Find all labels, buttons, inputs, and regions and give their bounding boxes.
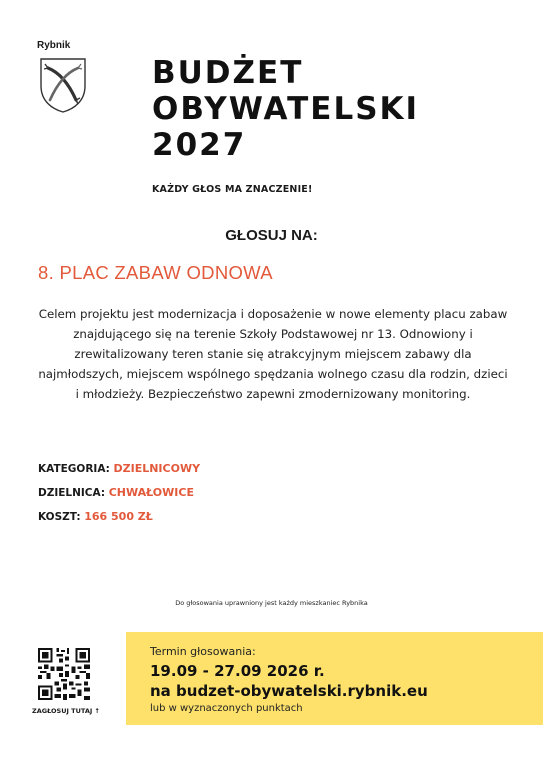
voting-url[interactable]: na budzet-obywatelski.rybnik.eu [150,682,428,700]
voting-dates: 19.09 - 27.09 2026 r. [150,662,325,680]
voting-other-places: lub w wyznaczonych punktach [150,703,303,714]
qr-label: ZAGŁOSUJ TUTAJ ↑ [32,707,100,715]
project-description: Celem projektu jest modernizacja i doposażenie w nowe elementy placu zabaw znajdującego się na terenie Szkoły Podstawowej nr 13. Odnowiony i zrewitalizowany teren stanie się atrakcyjnym miejscem zabawy dla najmłodszych, miejscem wspólnego spędzania wolnego czasu dla rodzin, dzieci i młodzieży. Bezpieczeństwo zapewni zmodernizowany monitoring. [38,307,508,401]
cost-row [38,510,153,523]
district-value: CHWAŁOWICE [108,486,194,499]
voting-term-label: Termin głosowania: [150,645,256,658]
cost-label: KOSZT: [38,511,81,523]
city-name: Rybnik [37,40,71,51]
voting-info-box [126,632,543,725]
title-line-2: OBYWATELSKI [152,91,420,127]
title-line-3: 2027 [152,127,247,163]
category-label: KATEGORIA: [38,463,110,475]
qr-code-icon[interactable] [38,648,90,700]
category-row [38,462,200,475]
district-row [38,486,194,499]
tagline: KAŻDY GŁOS MA ZNACZENIE! [152,184,313,195]
cost-value: 166 500 ZŁ [84,510,153,523]
rybnik-crest-icon [38,56,88,114]
district-label: DZIELNICA: [38,487,106,499]
eligibility-note: Do głosowania uprawniony jest każdy mieszkaniec Rybnika [175,599,368,607]
project-title: 8. PLAC ZABAW ODNOWA [38,262,273,283]
category-value: DZIELNICOWY [113,462,201,475]
vote-label: GŁOSUJ NA: [225,227,318,244]
page-title [152,55,419,163]
title-line-1: BUDŻET [152,55,304,91]
